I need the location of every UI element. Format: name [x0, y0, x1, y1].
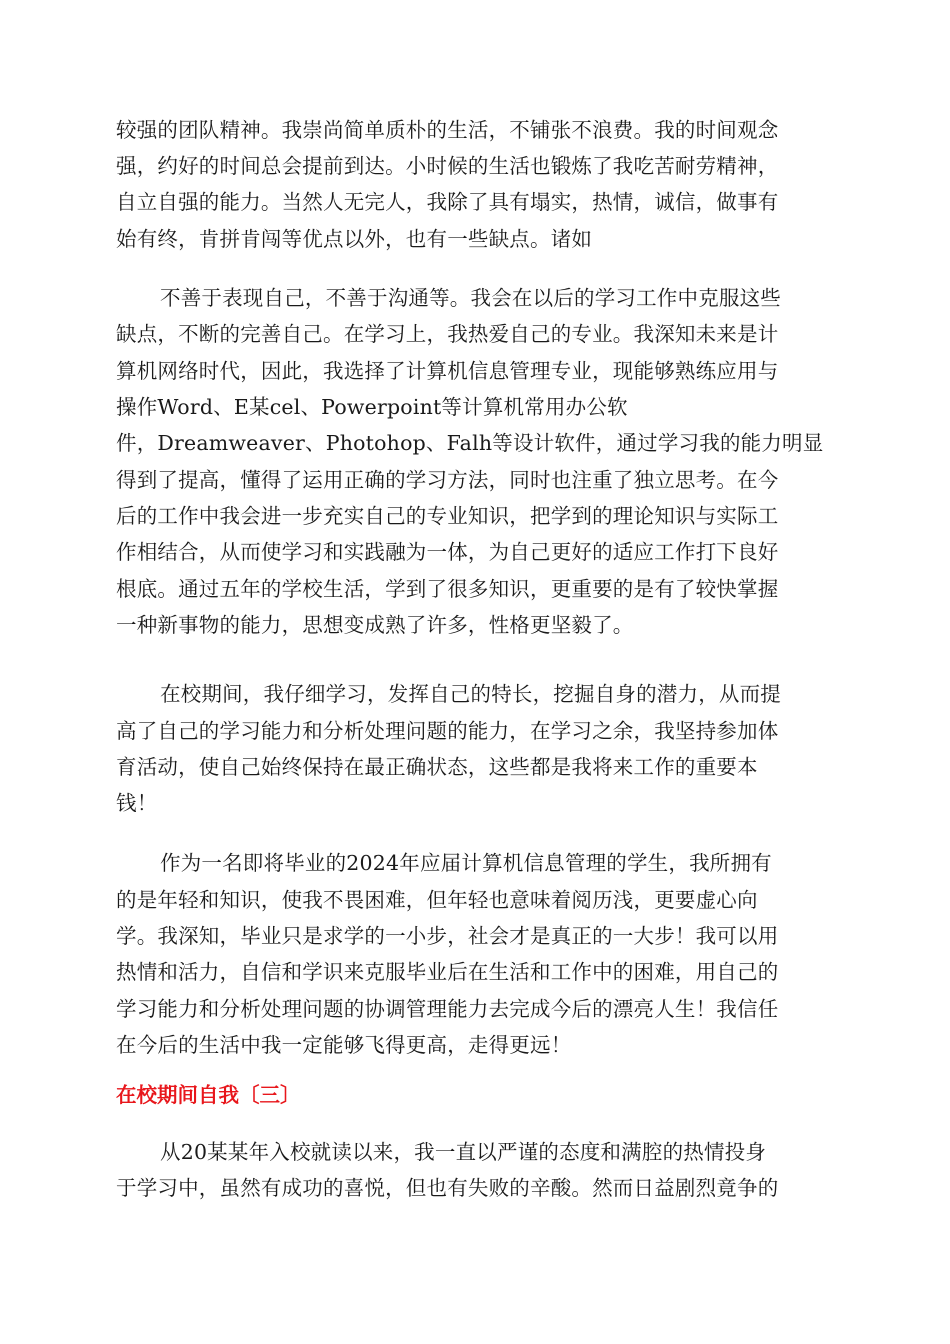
text-line: 作相结合，从而使学习和实践融为一体，为自己更好的适应工作打下良好	[116, 540, 779, 564]
text-line: 后的工作中我会进一步充实自己的专业知识，把学到的理论知识与实际工	[116, 504, 779, 528]
text-line: 育活动，使自己始终保持在最正确状态，这些都是我将来工作的重要本	[116, 755, 758, 779]
text-line: 操作Word、E某cel、Powerpoint等计算机常用办公软	[116, 395, 628, 419]
text-line: 从20某某年入校就读以来，我一直以严谨的态度和满腔的热情投身	[160, 1140, 767, 1164]
section-heading: 在校期间自我〔三〕	[116, 1083, 301, 1107]
text-line: 热情和活力，自信和学识来克服毕业后在生活和工作中的困难，用自己的	[116, 960, 779, 984]
text-line: 的是年轻和知识，使我不畏困难，但年轻也意味着阅历浅，更要虚心向	[116, 888, 758, 912]
text-line: 根底。通过五年的学校生活，学到了很多知识，更重要的是有了较快掌握	[116, 577, 779, 601]
text-line: 高了自己的学习能力和分析处理问题的能力，在学习之余，我坚持参加体	[116, 719, 779, 743]
text-line: 得到了提高，懂得了运用正确的学习方法，同时也注重了独立思考。在今	[116, 468, 779, 492]
text-line: 学习能力和分析处理问题的协调管理能力去完成今后的漂亮人生！我信任	[116, 997, 779, 1021]
text-line: 在今后的生活中我一定能够飞得更高，走得更远！	[116, 1033, 572, 1057]
text-line: 缺点，不断的完善自己。在学习上，我热爱自己的专业。我深知未来是计	[116, 322, 779, 346]
text-line: 在校期间，我仔细学习，发挥自己的特长，挖掘自身的潜力，从而提	[160, 682, 781, 706]
text-line: 钱！	[116, 791, 158, 815]
text-line: 学。我深知，毕业只是求学的一小步，社会才是真正的一大步！我可以用	[116, 924, 779, 948]
text-line: 不善于表现自己，不善于沟通等。我会在以后的学习工作中克服这些	[160, 286, 781, 310]
text-line: 作为一名即将毕业的2024年应届计算机信息管理的学生，我所拥有	[160, 851, 772, 875]
text-line: 一种新事物的能力，思想变成熟了许多，性格更坚毅了。	[116, 613, 634, 637]
text-line: 件，Dreamweaver、Photohop、Falh等设计软件，通过学习我的能力明显	[116, 431, 824, 455]
text-line: 自立自强的能力。当然人无完人，我除了具有塌实，热情，诚信，做事有	[116, 190, 779, 214]
text-line: 较强的团队精神。我崇尚简单质朴的生活，不铺张不浪费。我的时间观念	[116, 118, 779, 142]
text-line: 于学习中，虽然有成功的喜悦，但也有失败的辛酸。然而日益剧烈竟争的	[116, 1176, 779, 1200]
text-line: 算机网络时代，因此，我选择了计算机信息管理专业，现能够熟练应用与	[116, 359, 779, 383]
text-line: 始有终，肯拼肯闯等优点以外，也有一些缺点。诸如	[116, 227, 593, 251]
text-line: 强，约好的时间总会提前到达。小时候的生活也锻炼了我吃苦耐劳精神，	[116, 154, 779, 178]
